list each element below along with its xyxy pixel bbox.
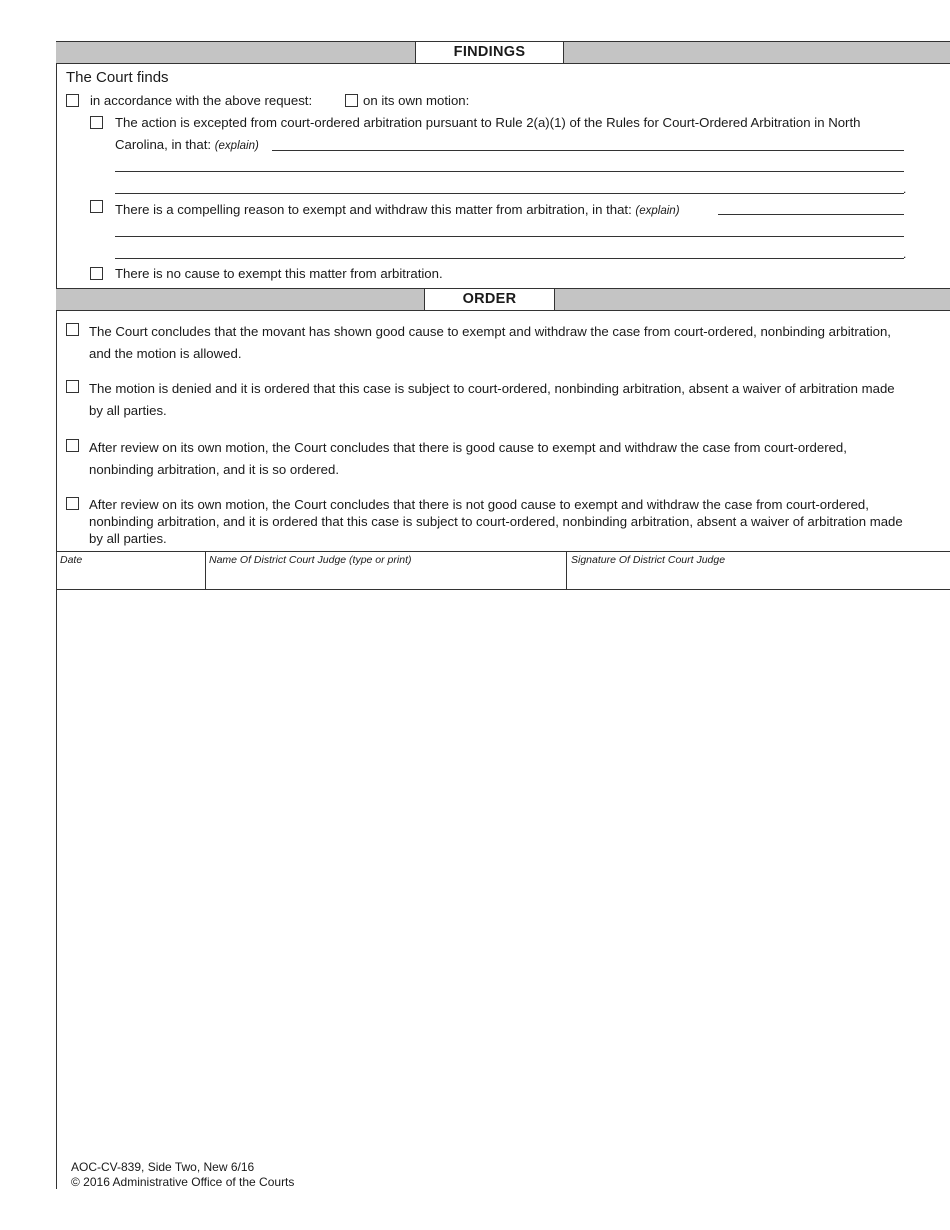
excepted-end-period: . [903, 182, 907, 196]
form-left-border [56, 41, 57, 1189]
compelling-checkbox[interactable] [90, 200, 103, 213]
findings-header-band [56, 41, 950, 64]
compelling-label: There is a compelling reason to exempt and withdraw this matter from arbitration, in that: [115, 202, 632, 217]
compelling-end-period: . [903, 247, 907, 261]
excepted-carolina: Carolina, in that: [115, 137, 212, 152]
compelling-explain-line-3[interactable] [115, 258, 904, 259]
judge-signature-label: Signature Of District Court Judge [571, 554, 726, 566]
judge-name-label: Name Of District Court Judge (type or print) [209, 554, 412, 566]
date-cell[interactable] [56, 552, 206, 589]
no-cause-checkbox[interactable] [90, 267, 103, 280]
copyright: © 2016 Administrative Office of the Courts [71, 1175, 295, 1189]
order-own-good-text: After review on its own motion, the Court concludes that there is good cause to exempt and withdraw the case from court-ordered, nonbinding arbitration, and it is so ordered. [89, 440, 847, 477]
order-own-not-good-checkbox[interactable] [66, 497, 79, 510]
no-cause-text: There is no cause to exempt this matter from arbitration. [115, 266, 443, 281]
excepted-explain-label: (explain) [214, 140, 259, 152]
excepted-explain-line-1[interactable] [272, 150, 904, 151]
signature-row [56, 551, 950, 590]
compelling-explain-line-1[interactable] [718, 214, 904, 215]
court-finds-label: The Court finds [66, 69, 169, 86]
excepted-text-line1: The action is excepted from court-ordered arbitration pursuant to Rule 2(a)(1) of the Rules for Court-Ordered Arbitration in North [115, 115, 861, 130]
order-own-not-good-text: After review on its own motion, the Court concludes that there is not good cause to exempt and withdraw the case from court-ordered, nonbinding arbitration, and it is ordered that this case is subject to court-ordered, nonbinding arbitration, absent a waiver of arbitration made by all parties. [89, 497, 903, 546]
order-heading: ORDER [424, 289, 555, 310]
excepted-text-line2 [115, 137, 259, 154]
order-own-good-checkbox[interactable] [66, 439, 79, 452]
accordance-checkbox[interactable] [66, 94, 79, 107]
order-header-band [56, 288, 950, 311]
order-allowed-text: The Court concludes that the movant has shown good cause to exempt and withdraw the case from court-ordered, nonbinding arbitration, and the motion is allowed. [89, 324, 891, 361]
date-label: Date [60, 554, 83, 566]
compelling-text [115, 202, 680, 219]
excepted-checkbox[interactable] [90, 116, 103, 129]
excepted-explain-line-3[interactable] [115, 193, 904, 194]
judge-name-cell[interactable] [205, 552, 567, 589]
compelling-explain-line-2[interactable] [115, 236, 904, 237]
findings-heading: FINDINGS [415, 42, 564, 63]
own-motion-label: on its own motion: [363, 93, 470, 108]
own-motion-checkbox[interactable] [345, 94, 358, 107]
order-denied-checkbox[interactable] [66, 380, 79, 393]
order-allowed-checkbox[interactable] [66, 323, 79, 336]
judge-signature-cell[interactable] [567, 552, 950, 589]
excepted-explain-line-2[interactable] [115, 171, 904, 172]
accordance-label: in accordance with the above request: [90, 93, 313, 108]
order-denied-text: The motion is denied and it is ordered that this case is subject to court-ordered, nonbinding arbitration, absent a waiver of arbitration made by all parties. [89, 381, 895, 418]
compelling-explain-label: (explain) [635, 205, 680, 217]
form-id: AOC-CV-839, Side Two, New 6/16 [71, 1160, 255, 1174]
